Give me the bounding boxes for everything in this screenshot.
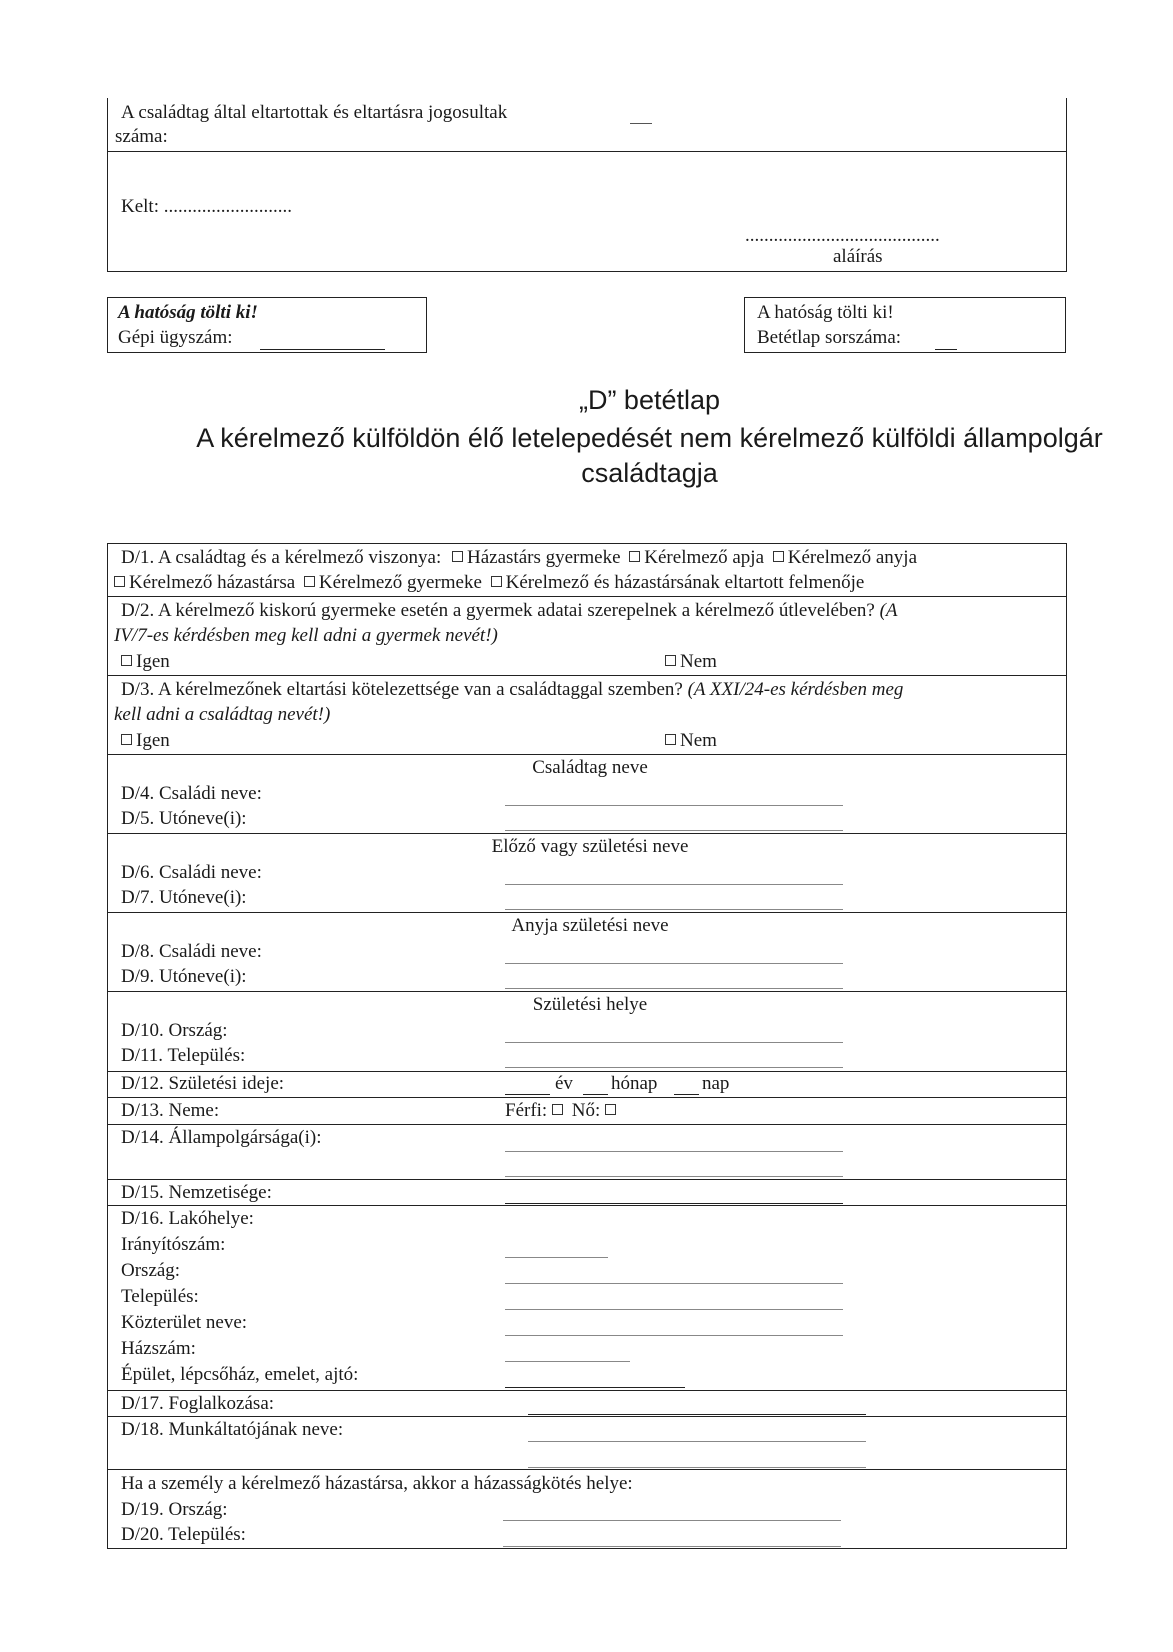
gender-female[interactable]: Nő: [572,1100,620,1121]
d16-label: D/16. Lakóhelye: [121,1208,254,1229]
birth-year-input[interactable] [505,1094,550,1095]
d19-label: D/19. Ország: [121,1499,228,1520]
d3-note: (A XXI/24-es kérdésben meg [687,679,904,700]
d2-no[interactable]: Nem [665,651,717,673]
top-box-right-border [1066,98,1067,272]
dependents-count-field[interactable] [630,123,652,124]
row-sep-d17 [107,1390,1067,1391]
d1-option-3[interactable]: Kérelmező anyja [769,547,917,568]
case-number-field[interactable] [260,349,385,350]
d10-label: D/10. Ország: [121,1020,228,1041]
top-box-bottom [107,271,1067,272]
d16-country-label: Ország: [121,1260,181,1281]
dependents-label-2: száma: [115,126,168,147]
d14-label: D/14. Állampolgársága(i): [121,1127,322,1148]
checkbox-icon[interactable] [629,551,640,562]
checkbox-icon[interactable] [773,551,784,562]
d8-label: D/8. Családi neve: [121,941,262,962]
d1-option-1[interactable]: Házastárs gyermeke [446,547,621,568]
page-subtitle: A kérelmező külföldön élő letelepedését nem kérelmező külföldi állampolgár [196,423,1103,453]
sheet-number-field[interactable] [935,349,957,350]
dependents-label: A családtag által eltartottak és eltartásra jogosultak [121,102,508,123]
top-box-divider [107,151,1067,152]
d20-input[interactable] [503,1546,841,1547]
signature-label: aláírás [833,246,883,267]
d1-label: D/1. A családtag és a kérelmező viszonya: [121,547,442,568]
d10-input[interactable] [505,1042,843,1043]
form-right-border [1066,543,1067,1549]
checkbox-icon[interactable] [665,734,676,745]
d3-note-2: kell adni a családtag nevét!) [114,704,331,725]
row-sep-d12 [107,1071,1067,1072]
row-sep-d18 [107,1416,1067,1417]
authority-left-field: Gépi ügyszám: [118,327,233,348]
d1-option-6[interactable]: Kérelmező és házastársának eltartott felmenője [487,572,865,593]
birth-day-label: nap [702,1073,730,1094]
d2-note: (A [879,600,898,621]
d16-street-input[interactable] [505,1335,843,1336]
kelt-label: Kelt: ........................... [121,196,292,217]
d14-input-2[interactable] [505,1176,843,1177]
row-sep-d15 [107,1179,1067,1180]
d13-label: D/13. Neme: [121,1100,220,1121]
d1-row-2 [114,572,864,594]
row-sep-d3 [107,675,1067,676]
d3-no[interactable]: Nem [665,730,717,752]
d3-yes[interactable]: Igen [121,730,170,752]
row-sep-d8 [107,912,1067,913]
d19-input[interactable] [503,1520,841,1521]
d12-label: D/12. Születési ideje: [121,1073,285,1094]
gender-male[interactable]: Férfi: [505,1100,567,1121]
d4-input[interactable] [505,805,843,806]
row-sep-spouse [107,1469,1067,1470]
section-heading-birthplace: Születési helye [532,994,648,1015]
row-sep-d4 [107,754,1067,755]
d5-input[interactable] [505,830,843,831]
d9-label: D/9. Utóneve(i): [121,966,247,987]
d6-input[interactable] [505,884,843,885]
d16-country-input[interactable] [505,1283,843,1284]
d1-option-5[interactable]: Kérelmező gyermeke [300,572,482,593]
d18-input-1[interactable] [528,1441,866,1442]
d17-label: D/17. Foglalkozása: [121,1393,275,1414]
d16-street-label: Közterület neve: [121,1312,248,1333]
d2-yes[interactable]: Igen [121,651,170,673]
d5-label: D/5. Utóneve(i): [121,808,247,829]
d18-input-2[interactable] [528,1467,866,1468]
checkbox-icon[interactable] [552,1104,563,1115]
birth-year-label: év [555,1073,573,1094]
page-title: „D” betétlap [578,385,721,415]
birth-month-input[interactable] [583,1094,608,1095]
d20-label: D/20. Település: [121,1524,246,1545]
d8-input[interactable] [505,963,843,964]
row-sep-d6 [107,833,1067,834]
d16-house-number-input[interactable] [505,1361,630,1362]
section-heading-mother-name: Anyja születési neve [511,915,669,936]
d16-house-number-label: Házszám: [121,1338,196,1359]
checkbox-icon[interactable] [304,576,315,587]
d17-input[interactable] [528,1414,866,1415]
d4-label: D/4. Családi neve: [121,783,262,804]
d2-note-2: IV/7-es kérdésben meg kell adni a gyermek nevét!) [114,625,498,646]
checkbox-icon[interactable] [121,734,132,745]
d15-label: D/15. Nemzetisége: [121,1182,272,1203]
authority-left-title: A hatóság tölti ki! [118,302,258,323]
d7-label: D/7. Utóneve(i): [121,887,247,908]
checkbox-icon[interactable] [121,655,132,666]
checkbox-icon[interactable] [452,551,463,562]
row-sep-d10 [107,991,1067,992]
d6-label: D/6. Családi neve: [121,862,262,883]
gender-options [505,1100,620,1122]
d2-question: D/2. A kérelmező kiskorú gyermeke esetén a gyermek adatai szerepelnek a kérelmező útlevelében? (A [121,600,898,621]
d1-option-4[interactable]: Kérelmező házastársa [114,572,295,593]
authority-right-field: Betétlap sorszáma: [757,327,902,348]
form-bottom [107,1548,1067,1549]
d16-city-label: Település: [121,1286,199,1307]
row-sep-d14 [107,1124,1067,1125]
section-heading-family-member: Családtag neve [532,757,648,778]
form-left-border [107,543,108,1549]
d15-input[interactable] [505,1203,843,1204]
checkbox-icon[interactable] [114,576,125,587]
d1-row [121,547,917,569]
d16-postcode-input[interactable] [505,1257,608,1258]
form-top [107,543,1067,544]
row-sep-d16 [107,1205,1067,1206]
row-sep-d2 [107,596,1067,597]
d1-option-2[interactable]: Kérelmező apja [625,547,764,568]
d7-input[interactable] [505,909,843,910]
d3-question: D/3. A kérelmezőnek eltartási kötelezettsége van a családtaggal szemben? (A XXI/24-es kérdésben meg [121,679,904,700]
authority-right-title: A hatóság tölti ki! [757,302,894,323]
row-sep-d13 [107,1097,1067,1098]
d16-building-label: Épület, lépcsőház, emelet, ajtó: [121,1364,359,1385]
page-subtitle-2: családtagja [581,458,718,488]
birth-month-label: hónap [611,1073,658,1094]
d16-building-input[interactable] [505,1387,685,1388]
top-box-left-border [107,98,108,272]
d11-label: D/11. Település: [121,1045,246,1066]
d14-input-1[interactable] [505,1151,843,1152]
d16-city-input[interactable] [505,1309,843,1310]
d9-input[interactable] [505,988,843,989]
checkbox-icon[interactable] [491,576,502,587]
section-heading-previous-name: Előző vagy születési neve [491,836,689,857]
checkbox-icon[interactable] [665,655,676,666]
signature-dots: ......................................... [745,225,940,246]
checkbox-icon[interactable] [605,1104,616,1115]
d16-postcode-label: Irányítószám: [121,1234,226,1255]
d11-input[interactable] [505,1067,843,1068]
birth-day-input[interactable] [674,1094,699,1095]
spouse-intro: Ha a személy a kérelmező házastársa, akkor a házasságkötés helye: [121,1473,633,1494]
d18-label: D/18. Munkáltatójának neve: [121,1419,344,1440]
